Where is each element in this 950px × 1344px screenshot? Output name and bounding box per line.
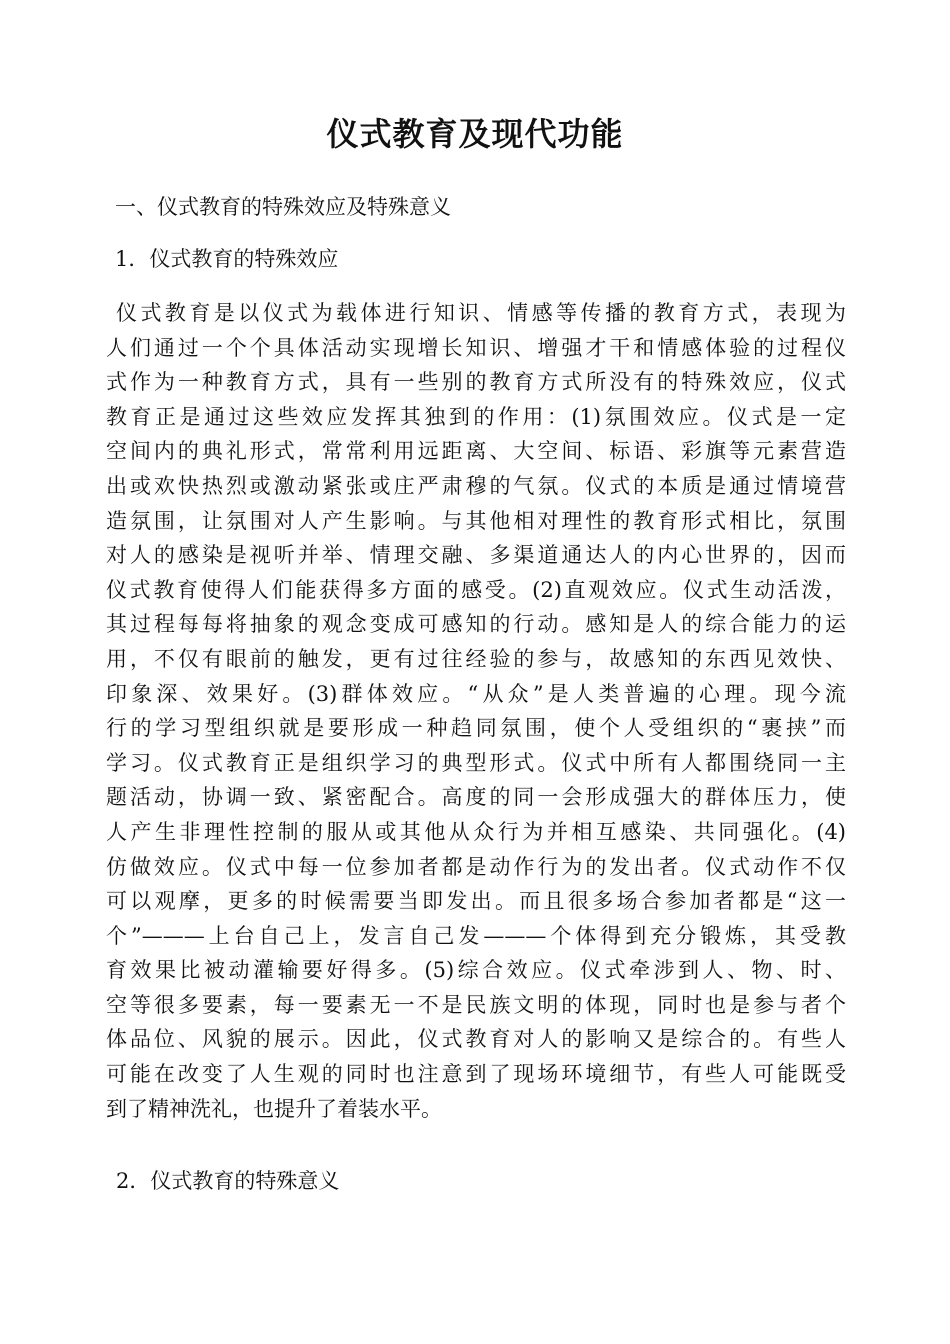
paragraph-line: 空等很多要素，每一要素无一不是民族文明的体现，同时也是参与者个 bbox=[106, 992, 846, 1017]
paragraph-line: 育效果比被动灌输要好得多。(5)综合效应。仪式牵涉到人、物、时、 bbox=[106, 958, 846, 983]
body-paragraph bbox=[106, 296, 846, 1126]
paragraph-line: 式作为一种教育方式，具有一些别的教育方式所没有的特殊效应，仪式 bbox=[106, 370, 846, 395]
paragraph-line: 仪式教育使得人们能获得多方面的感受。(2)直观效应。仪式生动活泼， bbox=[106, 577, 846, 602]
paragraph-line: 可能在改变了人生观的同时也注意到了现场环境细节，有些人可能既受 bbox=[106, 1062, 846, 1087]
paragraph-line: 人们通过一个个具体活动实现增长知识、增强才干和情感体验的过程仪 bbox=[106, 335, 846, 360]
paragraph-line: 人产生非理性控制的服从或其他从众行为并相互感染、共同强化。(4) bbox=[106, 819, 846, 844]
paragraph-line: 其过程每每将抽象的观念变成可感知的行动。感知是人的综合能力的运 bbox=[106, 612, 846, 637]
paragraph-line: 空间内的典礼形式，常常利用远距离、大空间、标语、彩旗等元素营造 bbox=[106, 439, 846, 464]
paragraph-line: 教育正是通过这些效应发挥其独到的作用：(1)氛围效应。仪式是一定 bbox=[106, 404, 846, 429]
paragraph-line: 可以观摩，更多的时候需要当即发出。而且很多场合参加者都是“这一 bbox=[106, 889, 846, 914]
subsection-heading: 2．仪式教育的特殊意义 bbox=[116, 1169, 340, 1193]
paragraph-line: 仿做效应。仪式中每一位参加者都是动作行为的发出者。仪式动作不仅 bbox=[106, 854, 846, 879]
paragraph-line: 学习。仪式教育正是组织学习的典型形式。仪式中所有人都围绕同一主 bbox=[106, 750, 846, 775]
paragraph-line: 用，不仅有眼前的触发，更有过往经验的参与，故感知的东西见效快、 bbox=[106, 646, 846, 671]
paragraph-line: 出或欢快热烈或激动紧张或庄严肃穆的气氛。仪式的本质是通过情境营 bbox=[106, 473, 846, 498]
paragraph-line: 体品位、风貌的展示。因此，仪式教育对人的影响又是综合的。有些人 bbox=[106, 1027, 846, 1052]
paragraph-line: 对人的感染是视听并举、情理交融、多渠道通达人的内心世界的，因而 bbox=[106, 543, 846, 568]
section-heading: 一、仪式教育的特殊效应及特殊意义 bbox=[115, 195, 451, 219]
paragraph-line: 造氛围，让氛围对人产生影响。与其他相对理性的教育形式相比，氛围 bbox=[106, 508, 846, 533]
paragraph-line: 仪式教育是以仪式为载体进行知识、情感等传播的教育方式，表现为 bbox=[116, 301, 846, 325]
paragraph-line: 印象深、效果好。(3)群体效应。“从众”是人类普遍的心理。现今流 bbox=[106, 681, 846, 706]
document-title: 仪式教育及现代功能 bbox=[326, 115, 624, 153]
paragraph-line: 行的学习型组织就是要形成一种趋同氛围，使个人受组织的“裹挟”而 bbox=[106, 716, 846, 741]
paragraph-line: 题活动，协调一致、紧密配合。高度的同一会形成强大的群体压力，使 bbox=[106, 785, 846, 810]
paragraph-line: 个”———上台自己上，发言自己发———个体得到充分锻炼，其受教 bbox=[106, 923, 846, 948]
paragraph-line: 到了精神洗礼，也提升了着装水平。 bbox=[106, 1096, 442, 1121]
subsection-heading: 1．仪式教育的特殊效应 bbox=[115, 247, 339, 271]
